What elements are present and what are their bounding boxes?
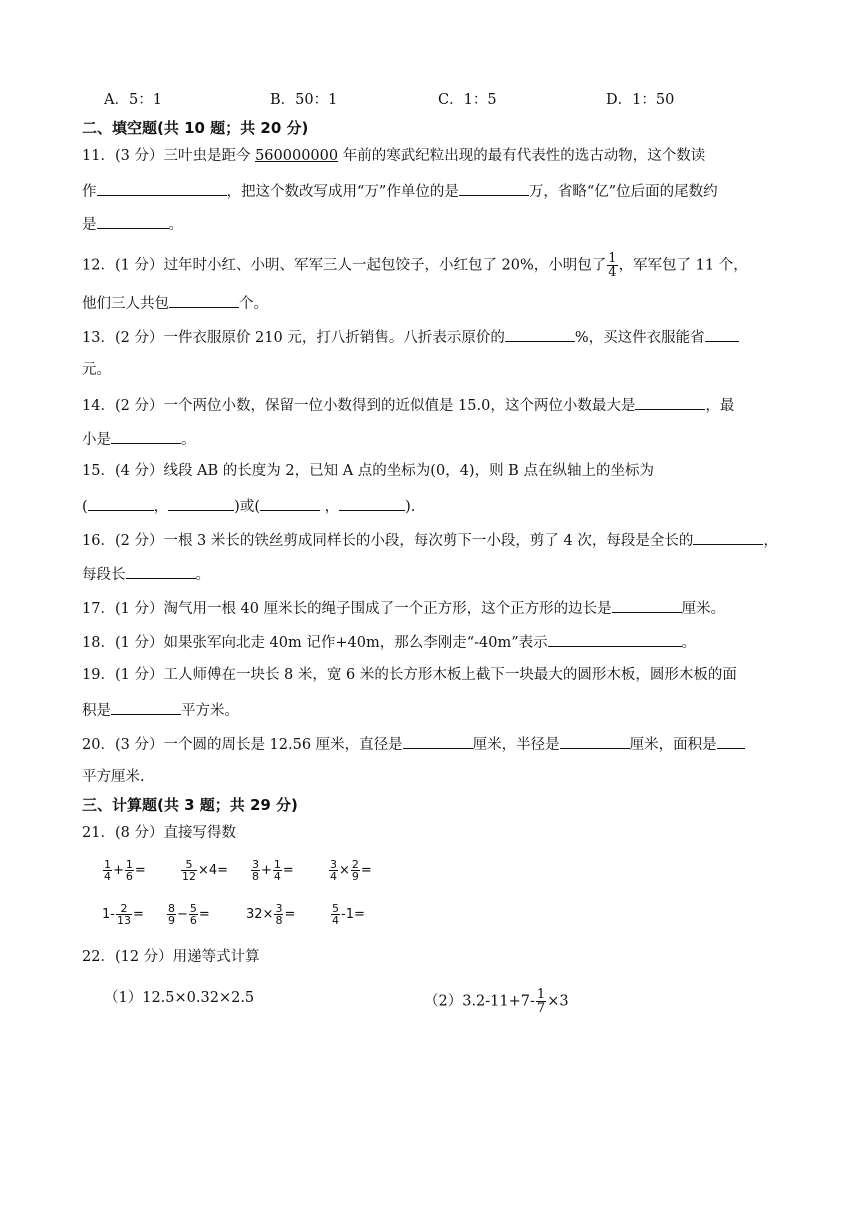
option-d: D．1：50 (606, 92, 675, 108)
fraction-numerator: 3 (330, 858, 337, 871)
question-21-title: 21．(8 分）直接写得数 (82, 825, 236, 841)
operator: + (113, 863, 124, 878)
q11-prefix: 11．(3 分）三叶虫是距今 (82, 148, 256, 164)
question-18 (82, 631, 696, 653)
q16-text: 。 (195, 567, 210, 583)
fraction-denominator: 12 (182, 870, 196, 883)
q12-text: ，军军包了 11 个， (618, 257, 748, 274)
q14-text: 小是 (82, 432, 111, 448)
expression-rest: ×4= (198, 863, 229, 878)
question-16-line-2 (82, 563, 210, 585)
q18-text: 18．(1 分）如果张军向北走 40m 记作+40m，那么李刚走“-40m”表示 (82, 635, 548, 651)
fraction-numerator: 2 (351, 858, 359, 871)
fraction-numerator: 5 (185, 858, 193, 871)
fraction-denominator: 7 (536, 1001, 546, 1016)
answer-blank[interactable] (260, 495, 320, 511)
q19-text: 平方米。 (181, 703, 239, 719)
equals-sign: = (132, 907, 144, 922)
q11-text: 作 (82, 184, 97, 200)
whole-part: 32× (246, 907, 274, 922)
q15-text: ( (82, 499, 88, 515)
q11-number: 560000000 (255, 148, 339, 164)
fraction-numerator: 1 (273, 858, 281, 871)
expression-rest: -1= (341, 907, 365, 922)
option-a: A．5：1 (104, 92, 162, 108)
answer-blank[interactable] (403, 733, 473, 749)
question-16-line-1 (82, 529, 778, 551)
question-19-line-2 (82, 699, 239, 721)
answer-blank[interactable] (97, 213, 169, 229)
q17-text: 17．(1 分）淘气用一根 40 厘米长的绳子围成了一个正方形，这个正方形的边长是 (82, 601, 612, 617)
fraction (103, 859, 112, 882)
q14-text: 14．(2 分）一个两位小数，保留一位小数得到的近似值是 15.0，这个两位小数最大是 (82, 398, 636, 414)
fraction-numerator: 1 (104, 858, 111, 871)
question-20-line-2: 平方厘米. (82, 769, 145, 785)
question-17 (82, 597, 725, 619)
equals-sign: = (198, 907, 210, 922)
expression-2 (180, 858, 228, 884)
fraction (607, 252, 617, 279)
answer-blank[interactable] (505, 326, 575, 342)
question-11-line-3 (82, 213, 183, 235)
expression-1 (102, 858, 146, 884)
expression-3 (250, 858, 294, 884)
question-11-line-1 (82, 146, 705, 166)
q11-text: 是 (82, 217, 97, 233)
section-title-calculation: 三、计算题(共 3 题；共 29 分) (82, 796, 298, 814)
question-13-line-1 (82, 326, 739, 348)
expression-6 (166, 902, 210, 928)
expression-4 (328, 858, 372, 884)
q20-text: 20．(3 分）一个圆的周长是 12.56 厘米，直径是 (82, 737, 403, 753)
answer-blank[interactable] (612, 597, 682, 613)
answer-blank[interactable] (705, 326, 739, 342)
fraction-numerator: 1 (536, 987, 546, 1002)
q16-text: ， (763, 533, 778, 549)
answer-blank[interactable] (97, 180, 227, 196)
fraction-numerator: 8 (168, 902, 175, 915)
question-13-line-2: 元。 (82, 362, 111, 378)
fraction-denominator: 4 (273, 870, 281, 883)
operator: + (261, 863, 272, 878)
q15-text: ， (153, 499, 169, 515)
fraction (181, 859, 197, 882)
fraction (251, 859, 260, 882)
answer-blank[interactable] (111, 699, 181, 715)
equals-sign: = (282, 863, 294, 878)
q12-text: 他们三人共包 (82, 296, 169, 312)
q11-text: ，把这个数改写成用“万”作单位的是 (226, 184, 459, 200)
q20-text: 厘米，半径是 (472, 737, 560, 753)
q11-suffix: 年前的寒武纪粒出现的最有代表性的选古动物，这个数读 (338, 148, 706, 164)
fraction (351, 859, 360, 882)
question-20-line-1 (82, 733, 745, 755)
fraction-denominator: 9 (168, 914, 175, 927)
fraction-denominator: 9 (351, 870, 359, 883)
expression-8 (330, 902, 365, 928)
answer-blank[interactable] (88, 495, 154, 511)
q15-text: )或( (234, 499, 260, 515)
answer-blank[interactable] (560, 733, 630, 749)
q22-part-2-text: ×3 (547, 993, 569, 1010)
q12-text: 个。 (239, 296, 268, 312)
whole-part: 1- (102, 907, 115, 922)
answer-blank[interactable] (717, 733, 745, 749)
answer-blank[interactable] (169, 292, 239, 308)
answer-blank[interactable] (168, 495, 234, 511)
question-22-part-1: （1）12.5×0.32×2.5 (104, 990, 255, 1006)
answer-blank[interactable] (459, 180, 529, 196)
q15-text: ). (405, 499, 416, 515)
question-11-line-2 (82, 180, 718, 202)
answer-blank[interactable] (339, 495, 405, 511)
question-12-line-1 (82, 252, 748, 279)
fraction (167, 903, 176, 926)
fraction (331, 903, 340, 926)
q13-text: %，买这件衣服能省 (574, 330, 705, 346)
answer-blank[interactable] (126, 563, 196, 579)
fraction-denominator: 4 (330, 870, 337, 883)
option-b: B．50：1 (270, 92, 338, 108)
equals-sign: = (134, 863, 146, 878)
question-19-line-1: 19．(1 分）工人师傅在一块长 8 米，宽 6 米的长方形木板上截下一块最大的圆形木板，圆形木板的面 (82, 667, 737, 683)
fraction-denominator: 4 (104, 870, 111, 883)
q17-text: 厘米。 (681, 601, 726, 617)
question-14-line-1 (82, 394, 734, 416)
q14-text: ，最 (705, 398, 735, 414)
q11-text: 万，省略“亿”位后面的尾数约 (528, 184, 718, 200)
fraction-numerator: 1 (608, 251, 617, 266)
fraction (116, 903, 132, 926)
fraction-numerator: 3 (275, 902, 283, 915)
question-22-title: 22．(12 分）用递等式计算 (82, 949, 260, 965)
fraction (189, 903, 198, 926)
fraction-denominator: 4 (608, 265, 617, 280)
operator: − (177, 907, 188, 922)
q19-text: 积是 (82, 703, 111, 719)
question-22-part-2 (424, 988, 569, 1015)
answer-blank[interactable] (548, 631, 682, 647)
q11-text: 。 (168, 217, 183, 233)
equals-sign: = (284, 907, 296, 922)
fraction-denominator: 8 (275, 914, 283, 927)
fraction (125, 859, 134, 882)
expression-7 (246, 902, 295, 928)
question-14-line-2 (82, 428, 196, 450)
fraction-numerator: 2 (120, 902, 128, 915)
section-title-fill-blank: 二、填空题(共 10 题；共 20 分) (82, 119, 309, 137)
q15-text: ， (320, 499, 340, 515)
fraction-denominator: 8 (252, 870, 259, 883)
answer-blank[interactable] (693, 529, 763, 545)
expression-5 (102, 902, 144, 928)
q13-text: 13．(2 分）一件衣服原价 210 元，打八折销售。八折表示原价的 (82, 330, 505, 346)
q12-text: 12．(1 分）过年时小红、小明、军军三人一起包饺子，小红包了 20%，小明包了 (82, 257, 607, 274)
option-c: C．1：5 (438, 92, 497, 108)
fraction-numerator: 5 (332, 902, 339, 915)
fraction-denominator: 4 (332, 914, 339, 927)
fraction (273, 859, 282, 882)
fraction-numerator: 5 (189, 902, 197, 915)
answer-blank[interactable] (111, 428, 181, 444)
fraction (329, 859, 338, 882)
q14-text: 。 (181, 432, 196, 448)
question-15-line-2 (82, 495, 415, 517)
fraction-denominator: 6 (189, 914, 197, 927)
question-15-line-1: 15．(4 分）线段 AB 的长度为 2，已知 A 点的坐标为(0，4)，则 B 点在纵轴上的坐标为 (82, 463, 654, 479)
fraction-denominator: 13 (116, 914, 131, 927)
fraction (536, 988, 546, 1015)
equals-sign: = (360, 863, 372, 878)
operator: × (339, 863, 350, 878)
question-12-line-2 (82, 292, 268, 314)
q18-text: 。 (681, 635, 697, 651)
fraction-numerator: 1 (125, 858, 133, 871)
q20-text: 厘米，面积是 (629, 737, 717, 753)
q16-text: 16．(2 分）一根 3 米长的铁丝剪成同样长的小段，每次剪下一小段，剪了 4 次，每段是全长的 (82, 533, 694, 549)
q16-text: 每段长 (82, 567, 126, 583)
fraction-numerator: 3 (252, 858, 259, 871)
q22-part-2-text: （2）3.2-11+7- (424, 993, 535, 1010)
fraction-denominator: 6 (125, 870, 133, 883)
fraction (274, 903, 283, 926)
answer-blank[interactable] (635, 394, 705, 410)
